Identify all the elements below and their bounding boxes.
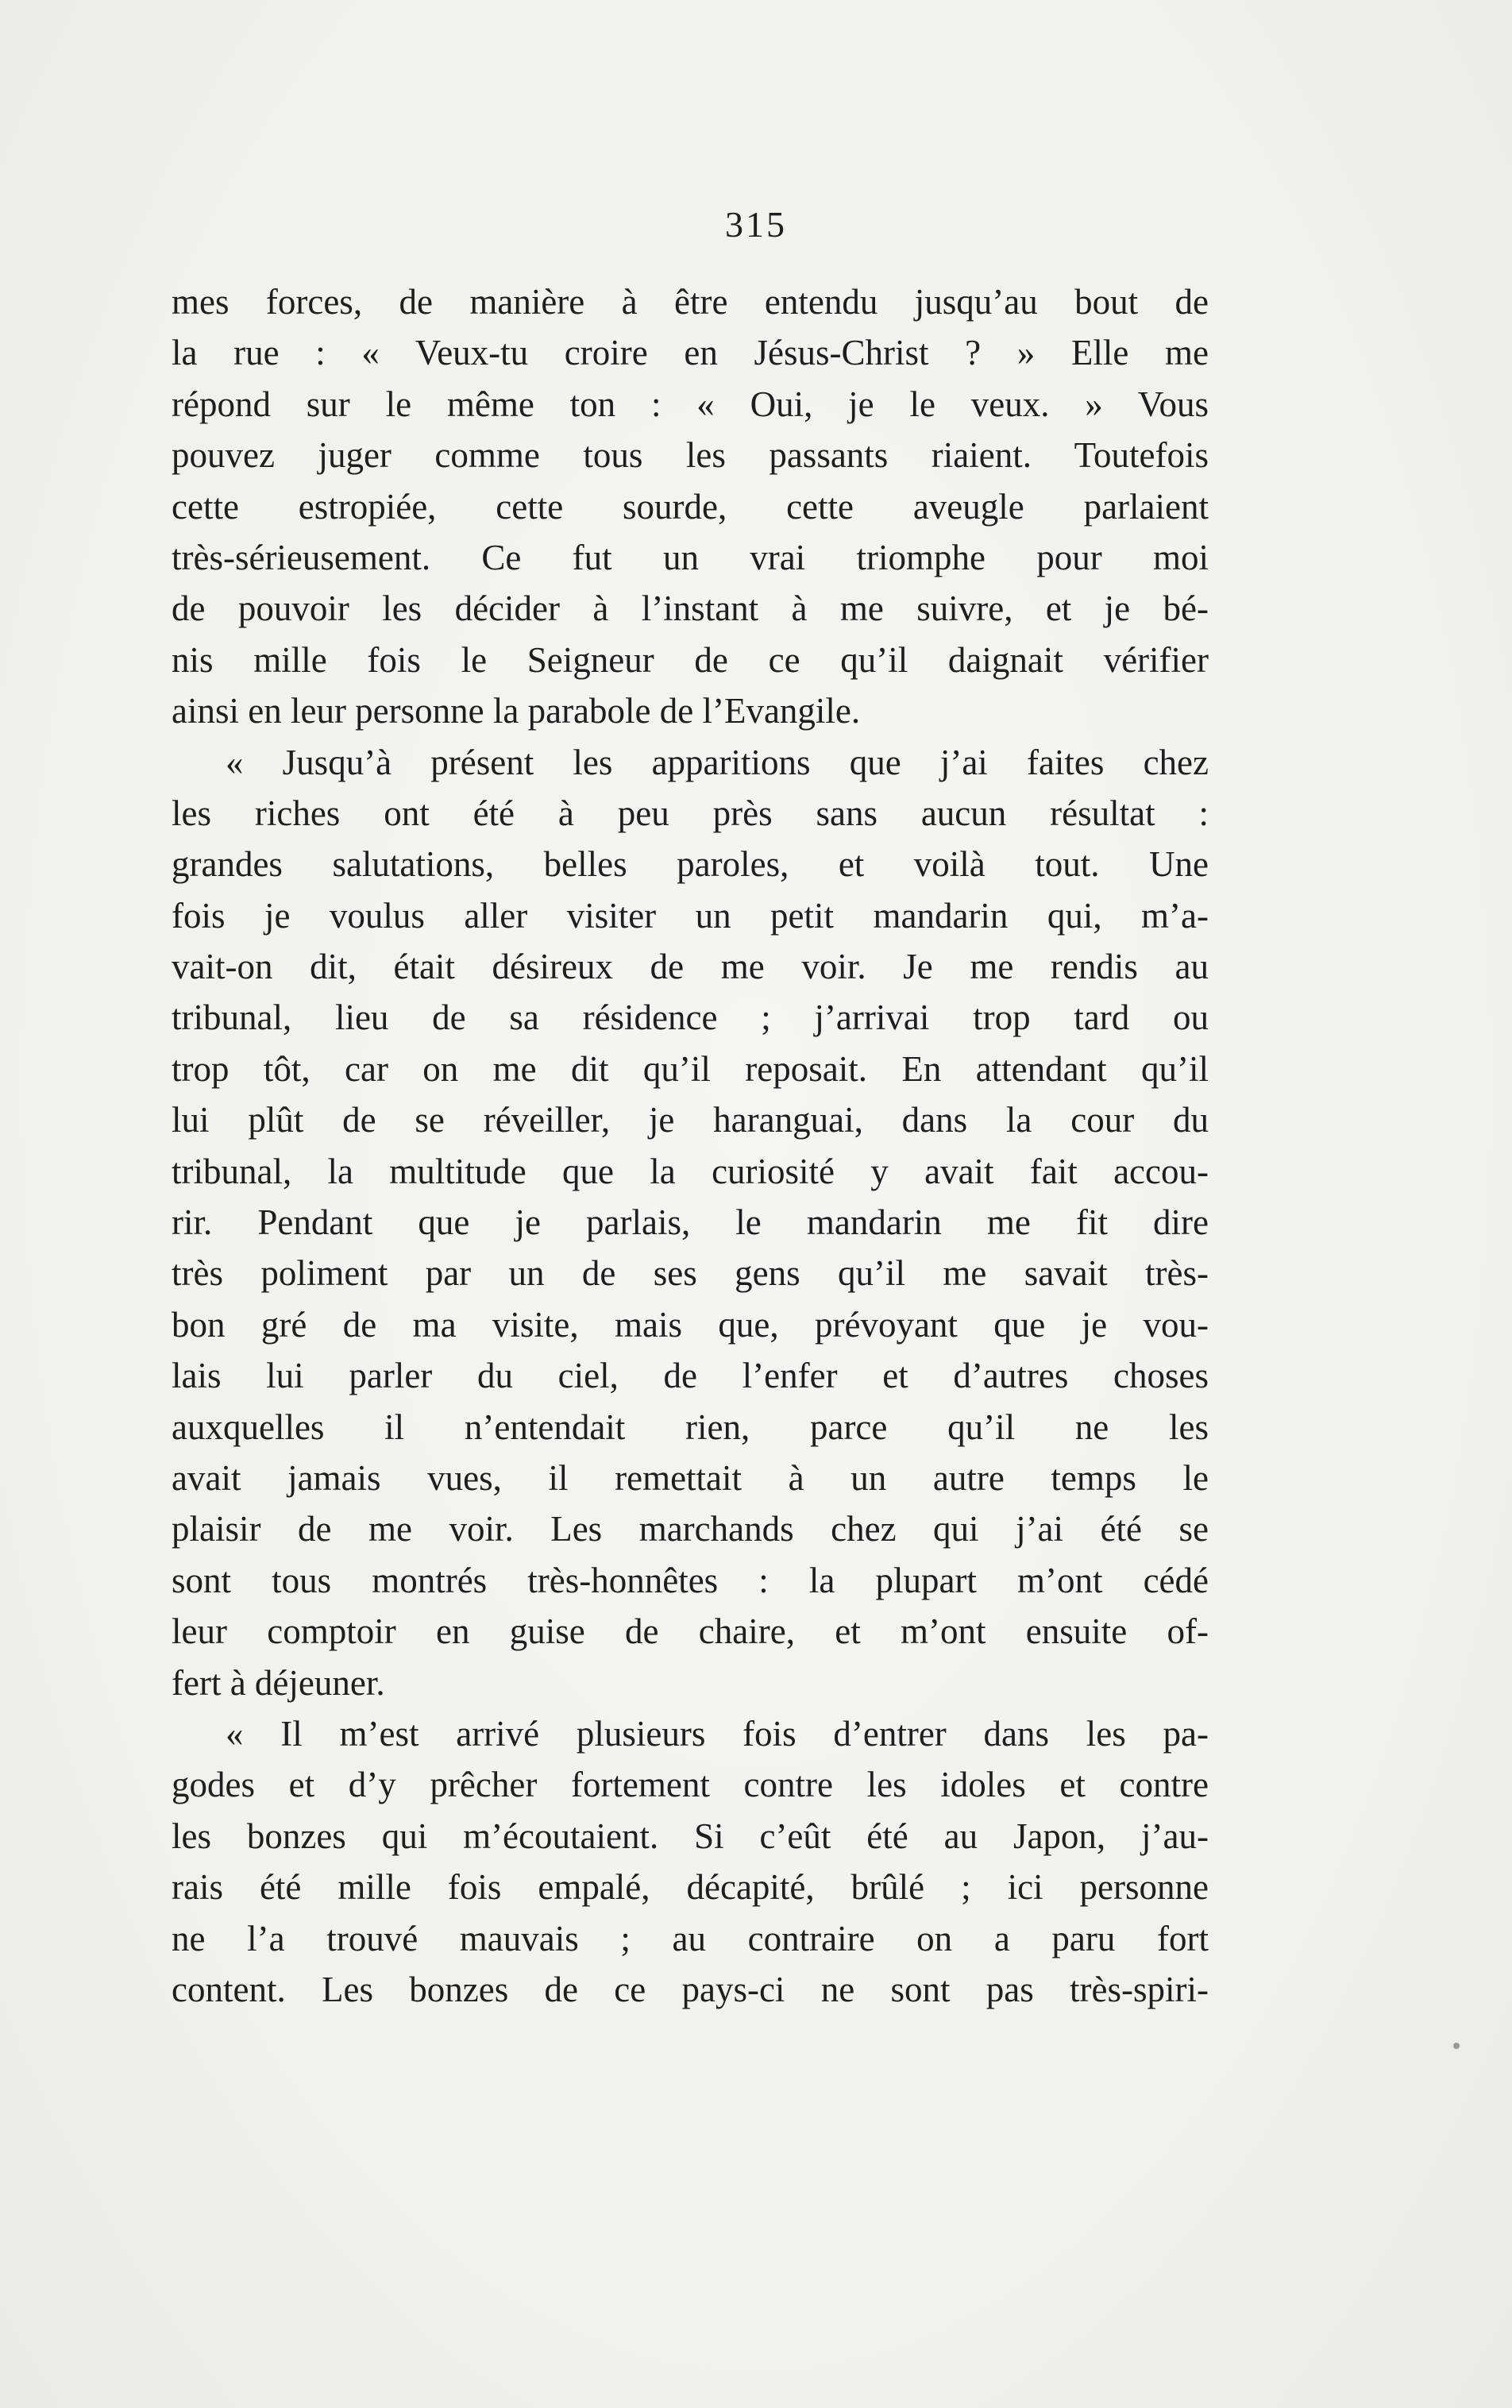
text-line: grandes salutations, belles paroles, et voilà tout. Une xyxy=(172,844,1209,885)
text-line: mes forces, de manière à être entendu jusqu’au bout de xyxy=(172,282,1209,322)
text-line: content. Les bonzes de ce pays-ci ne sont pas très-spiri- xyxy=(172,1969,1209,2009)
text-line: très-sérieusement. Ce fut un vrai triomphe pour moi xyxy=(172,537,1209,577)
text-line: avait jamais vues, il remettait à un autre temps le xyxy=(172,1457,1209,1498)
text-line: trop tôt, car on me dit qu’il reposait. En attendant qu’il xyxy=(172,1048,1209,1089)
text-line: pouvez juger comme tous les passants riaient. Toutefois xyxy=(172,435,1209,476)
text-line: vait-on dit, était désireux de me voir. Je me rendis au xyxy=(172,947,1209,987)
text-line: répond sur le même ton : « Oui, je le veux. » Vous xyxy=(172,384,1209,424)
text-line: lui plût de se réveiller, je haranguai, dans la cour du xyxy=(172,1100,1209,1140)
text-line: la rue : « Veux-tu croire en Jésus-Christ ? » Elle me xyxy=(172,333,1209,373)
paragraph-end-line: ainsi en leur personne la parabole de l’Evangile. xyxy=(172,691,861,731)
body-text xyxy=(172,276,1209,2015)
text-line: godes et d’y prêcher fortement contre les idoles et contre xyxy=(172,1765,1209,1805)
text-line: bon gré de ma visite, mais que, prévoyant que je vou- xyxy=(172,1304,1209,1345)
text-line: fois je voulus aller visiter un petit mandarin qui, m’a- xyxy=(172,895,1209,936)
text-line: ne l’a trouvé mauvais ; au contraire on a paru fort xyxy=(172,1918,1209,1958)
text-line: nis mille fois le Seigneur de ce qu’il daignait vérifier xyxy=(172,639,1209,680)
text-line: tribunal, lieu de sa résidence ; j’arrivai trop tard ou xyxy=(172,998,1209,1038)
text-line: cette estropiée, cette sourde, cette aveugle parlaient xyxy=(172,486,1209,527)
text-line: auxquelles il n’entendait rien, parce qu’il ne les xyxy=(172,1407,1209,1447)
text-line: plaisir de me voir. Les marchands chez qui j’ai été se xyxy=(172,1509,1209,1549)
paragraph-start-line: « Il m’est arrivé plusieurs fois d’entrer dans les pa- xyxy=(226,1713,1209,1754)
text-line: très poliment par un de ses gens qu’il me savait très- xyxy=(172,1253,1209,1294)
text-line: tribunal, la multitude que la curiosité y avait fait accou- xyxy=(172,1151,1209,1191)
text-line: les bonzes qui m’écoutaient. Si c’eût été au Japon, j’au- xyxy=(172,1816,1209,1856)
paragraph-start-line: « Jusqu’à présent les apparitions que j’ai faites chez xyxy=(226,742,1209,782)
text-line: rais été mille fois empalé, décapité, brûlé ; ici personne xyxy=(172,1867,1209,1908)
text-line: lais lui parler du ciel, de l’enfer et d’autres choses xyxy=(172,1356,1209,1396)
page-number: 315 xyxy=(725,204,787,245)
paper-speck xyxy=(1453,2043,1460,2049)
text-line: sont tous montrés très-honnêtes : la plupart m’ont cédé xyxy=(172,1560,1209,1600)
paragraph-end-line: fert à déjeuner. xyxy=(172,1662,385,1703)
text-line: les riches ont été à peu près sans aucun résultat : xyxy=(172,793,1209,833)
text-line: leur comptoir en guise de chaire, et m’ont ensuite of- xyxy=(172,1611,1209,1652)
text-line: rir. Pendant que je parlais, le mandarin me fit dire xyxy=(172,1202,1209,1243)
text-line: de pouvoir les décider à l’instant à me suivre, et je bé- xyxy=(172,588,1209,629)
